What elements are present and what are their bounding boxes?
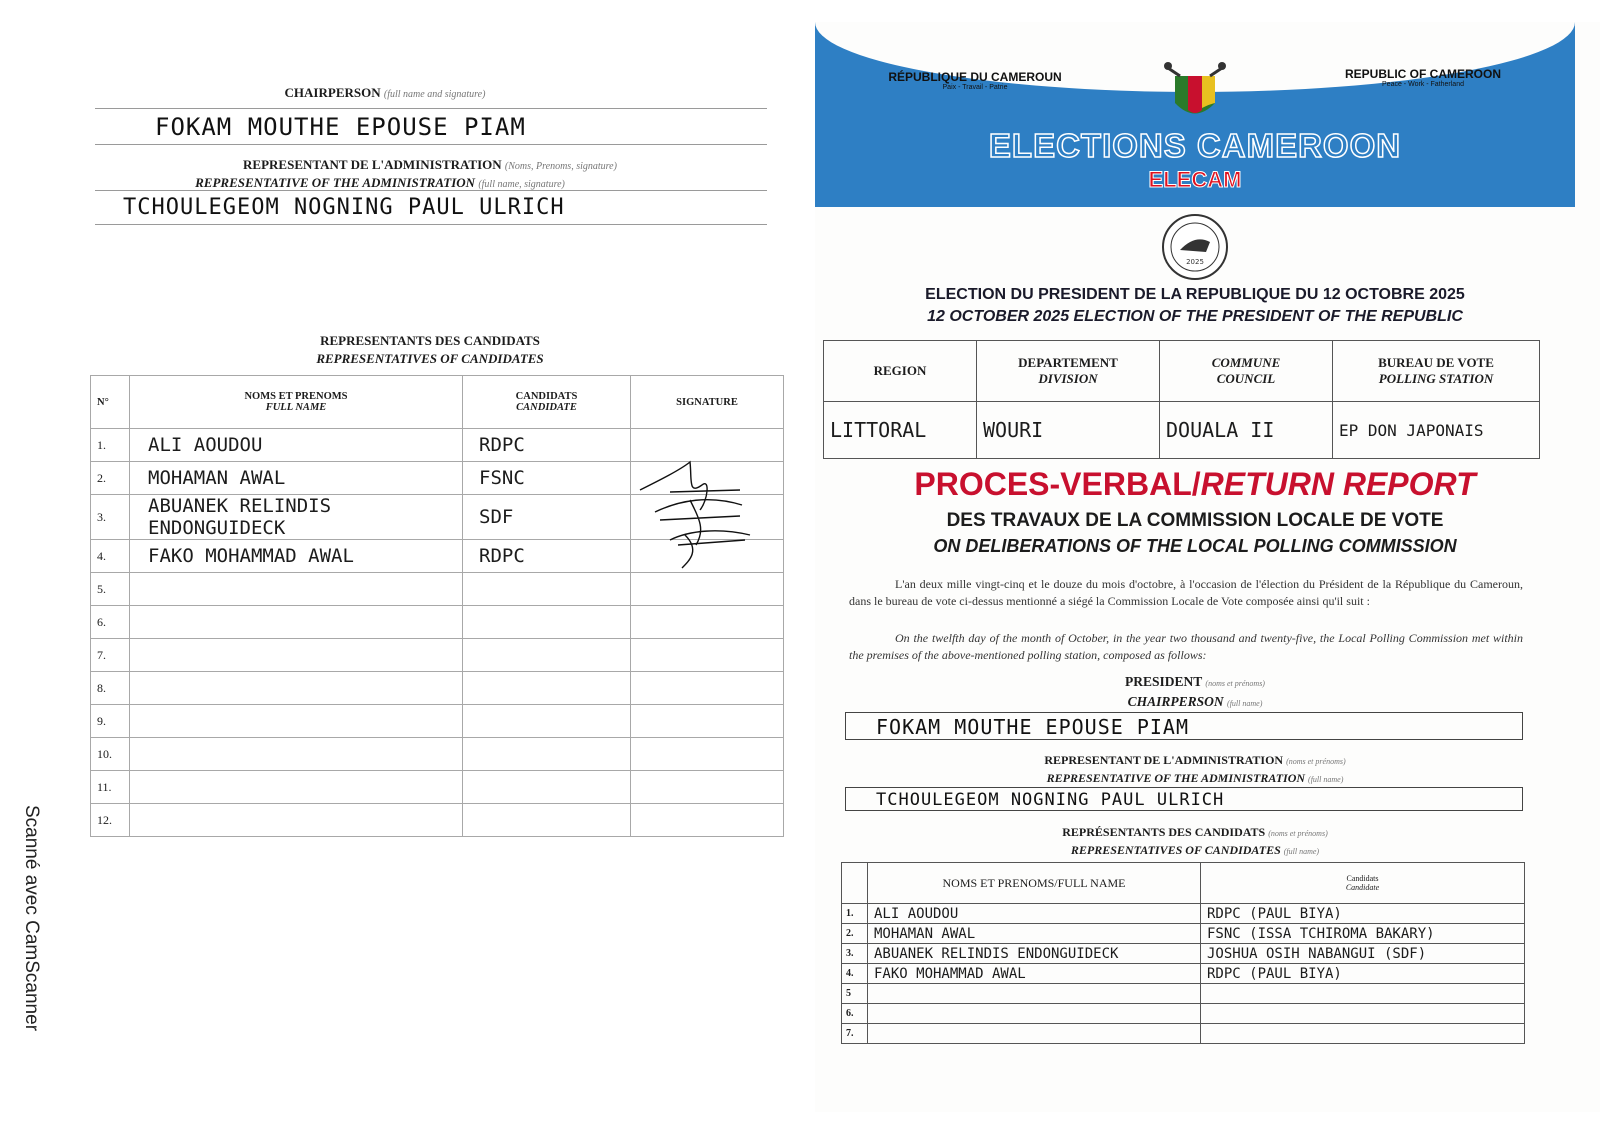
table-row [842,1024,1525,1044]
chairperson-name: FOKAM MOUTHE EPOUSE PIAM [155,113,526,141]
admin-label-en-right [815,771,1575,786]
right-page [815,22,1600,1112]
candidate-party: RDPC (PAUL BIYA) [1201,964,1525,984]
cand-title-fr: REPRESENTANTS DES CANDIDATS [320,333,540,348]
republic-fr-text: RÉPUBLIQUE DU CAMEROUN [888,70,1062,84]
candidate-party [1201,1024,1525,1044]
table-row [842,1004,1525,1024]
col-signature: SIGNATURE [631,376,784,429]
coat-of-arms-icon [1160,58,1230,128]
admin-label-en [130,175,630,191]
representative-name: MOHAMAN AWAL [130,462,463,495]
president-label-text: PRESIDENT [1125,674,1203,689]
loc-col-bureau [1333,341,1540,402]
row-number: 12. [91,804,130,837]
admin-label-fr-right [815,753,1575,768]
candidate-party: JOSHUA OSIH NABANGUI (SDF) [1201,944,1525,964]
table-row [842,924,1525,944]
banner-sub: ELECAM [1148,167,1242,192]
table-row [842,904,1525,924]
representative-name [868,984,1201,1004]
intro-paragraph-fr: L'an deux mille vingt-cinq et le douze du mois d'octobre, à l'occasion de l'élection du Président de la République du Cameroun, dans le bureau de vote ci-dessus mentionné a siégé la Commission Locale de Vote composée ainsi qu'il suit : [849,577,1523,608]
col-name-en: FULL NAME [265,402,327,413]
rc-header-row [842,863,1525,904]
election-title-fr: ELECTION DU PRESIDENT DE LA REPUBLIQUE DU 12 OCTOBRE 2025 [925,286,1465,303]
admin-en-text: REPRESENTATIVE OF THE ADMINISTRATION [1046,771,1306,785]
admin-en-hint: (full name) [1308,775,1344,784]
table-row [91,771,784,804]
row-number: 8. [91,672,130,705]
representative-name [868,1024,1201,1044]
representative-name [130,771,463,804]
representative-name: ALI AOUDOU [868,904,1201,924]
representative-name [868,1004,1201,1024]
candidates-table-left [90,375,784,837]
republic-fr-motto: Paix - Travail - Patrie [942,84,1008,91]
col-candidate [463,376,631,429]
row-number: 4. [91,540,130,573]
representative-name: ABUANEK RELINDIS ENDONGUIDECK [868,944,1201,964]
rc-col-name: NOMS ET PRENOMS/FULL NAME [868,863,1201,904]
chairperson-label-right [815,694,1575,710]
admin-field-right [845,787,1523,811]
row-number: 5 [842,984,868,1004]
signature-cell [631,639,784,672]
pv-title-fr: PROCES-VERBAL/ [914,466,1201,502]
loc-dept-en: DIVISION [1038,371,1098,386]
row-number: 2. [842,924,868,944]
row-number: 2. [91,462,130,495]
col-cand-en: CANDIDATE [516,402,577,413]
rc-col-cand [1201,863,1525,904]
representative-name: ALI AOUDOU [130,429,463,462]
table-row [91,804,784,837]
admin-label-en-text: REPRESENTATIVE OF THE ADMINISTRATION [195,175,476,190]
row-number: 10. [91,738,130,771]
row-number: 7. [91,639,130,672]
row-number: 3. [91,495,130,540]
table-row [91,672,784,705]
rc-cand-fr: Candidats [1346,874,1379,883]
row-number: 3. [842,944,868,964]
loc-col-dept [977,341,1160,402]
location-table [823,340,1540,459]
chair-hint: (full name) [1227,699,1263,708]
candidate-party [463,738,631,771]
election-title-en: 12 OCTOBER 2025 ELECTION OF THE PRESIDENT OF THE REPUBLIC [927,308,1463,325]
candidate-party: FSNC [463,462,631,495]
cand-fr-hint: (noms et prénoms) [1268,829,1328,838]
representative-name: MOHAMAN AWAL [868,924,1201,944]
loc-commune-value: DOUALA II [1160,402,1333,459]
pv-title [815,466,1575,503]
chairperson-label-text: CHAIRPERSON [284,85,381,100]
loc-col-commune [1160,341,1333,402]
signatures-scribbles [630,450,760,580]
rc-cand-en: Candidate [1345,883,1380,892]
candidate-party [463,705,631,738]
candidate-party: RDPC [463,540,631,573]
election-seal-icon [1160,212,1230,282]
table-row [91,639,784,672]
loc-commune-en: COUNCIL [1216,371,1276,386]
col-num: N° [91,376,130,429]
admin-hint-fr: (Noms, Prenoms, signature) [504,161,617,172]
cand-fr-text: REPRÉSENTANTS DES CANDIDATS [1062,825,1266,839]
chairperson-label [200,85,570,101]
table-row [842,944,1525,964]
signature-cell [631,672,784,705]
candidate-party [463,639,631,672]
admin-fr-text: REPRESENTANT DE L'ADMINISTRATION [1044,753,1284,767]
pv-subtitle-fr: DES TRAVAUX DE LA COMMISSION LOCALE DE VOTE [946,510,1444,531]
table-row [842,964,1525,984]
table-row [91,705,784,738]
president-name: FOKAM MOUTHE EPOUSE PIAM [876,715,1189,739]
representative-name [130,573,463,606]
row-number: 6. [91,606,130,639]
rc-col-num [842,863,868,904]
representative-name [130,738,463,771]
president-hint: (noms et prénoms) [1205,679,1265,688]
candidate-party: RDPC [463,429,631,462]
table-row [842,984,1525,1004]
candidate-party [463,804,631,837]
candidate-party: FSNC (ISSA TCHIROMA BAKARY) [1201,924,1525,944]
row-number: 11. [91,771,130,804]
col-name-fr: NOMS ET PRENOMS [244,391,348,402]
representative-name: FAKO MOHAMMAD AWAL [130,540,463,573]
loc-dept-value: WOURI [977,402,1160,459]
candidate-party [463,771,631,804]
candidate-party: SDF [463,495,631,540]
row-number: 6. [842,1004,868,1024]
row-number: 1. [842,904,868,924]
signature-cell [631,606,784,639]
republic-en-text: REPUBLIC OF CAMEROON [1345,67,1501,81]
republic-en-motto: Peace - Work - Fatherland [1382,81,1464,88]
representative-name: FAKO MOHAMMAD AWAL [868,964,1201,984]
representative-name: ABUANEK RELINDIS ENDONGUIDECK [130,495,463,540]
candidates-table-right [841,862,1525,1044]
intro-paragraph-en: On the twelfth day of the month of October, in the year two thousand and twenty-five, the Local Polling Commission met within the premises of the above-mentioned polling station, composed as follows: [849,631,1523,662]
loc-commune-fr: COMMUNE [1211,355,1281,370]
republic-en [1323,67,1523,88]
candidate-party [463,573,631,606]
loc-dept-fr: DEPARTEMENT [1018,355,1118,370]
signature-cell [631,705,784,738]
representative-name [130,705,463,738]
candidate-party [1201,1004,1525,1024]
admin-hint-en: (full name, signature) [478,179,565,190]
table-row [91,606,784,639]
location-header-row [824,341,1540,402]
chairperson-field [95,108,767,145]
signature-cell [631,804,784,837]
representative-name [130,639,463,672]
chair-label-text: CHAIRPERSON [1127,694,1224,709]
republic-fr [870,70,1080,91]
loc-bureau-en: POLLING STATION [1378,371,1494,386]
candidate-party [1201,984,1525,1004]
col-cand-fr: CANDIDATS [515,391,578,402]
row-number: 5. [91,573,130,606]
cand-en-text: REPRESENTATIVES OF CANDIDATES [1070,843,1281,857]
president-field [845,712,1523,740]
pv-title-en: RETURN REPORT [1200,466,1476,502]
banner-title: ELECTIONS CAMEROON [988,127,1402,164]
admin-name: TCHOULEGEOM NOGNING PAUL ULRICH [123,195,565,220]
seal-year: 2025 [1186,258,1204,266]
row-number: 1. [91,429,130,462]
representative-name [130,672,463,705]
signature-cell [631,738,784,771]
candidate-party [463,672,631,705]
cand-label-en-right [815,843,1575,858]
table-header-row [91,376,784,429]
representative-name [130,606,463,639]
row-number: 7. [842,1024,868,1044]
cand-label-fr-right [815,825,1575,840]
row-number: 4. [842,964,868,984]
table-row [91,738,784,771]
admin-label-fr [150,157,710,173]
cand-en-hint: (full name) [1283,847,1320,856]
loc-region-value: LITTORAL [824,402,977,459]
cand-title-en: REPRESENTATIVES OF CANDIDATES [316,351,544,366]
admin-fr-hint: (noms et prénoms) [1286,757,1346,766]
location-value-row [824,402,1540,459]
admin-label-fr-text: REPRESENTANT DE L'ADMINISTRATION [243,157,502,172]
admin-name-right: TCHOULEGEOM NOGNING PAUL ULRICH [876,790,1225,810]
loc-col-region: REGION [824,341,977,402]
candidate-party [463,606,631,639]
representative-name [130,804,463,837]
loc-bureau-value: EP DON JAPONAIS [1333,402,1540,459]
row-number: 9. [91,705,130,738]
scanner-watermark: Scanné avec CamScanner [21,805,42,1032]
chairperson-hint: (full name and signature) [383,89,486,100]
admin-field [95,190,767,225]
signature-cell [631,771,784,804]
pv-subtitle-en: ON DELIBERATIONS OF THE LOCAL POLLING COMMISSION [933,536,1457,556]
loc-bureau-fr: BUREAU DE VOTE [1378,355,1494,370]
col-name [130,376,463,429]
candidate-party: RDPC (PAUL BIYA) [1201,904,1525,924]
president-label [815,674,1575,690]
